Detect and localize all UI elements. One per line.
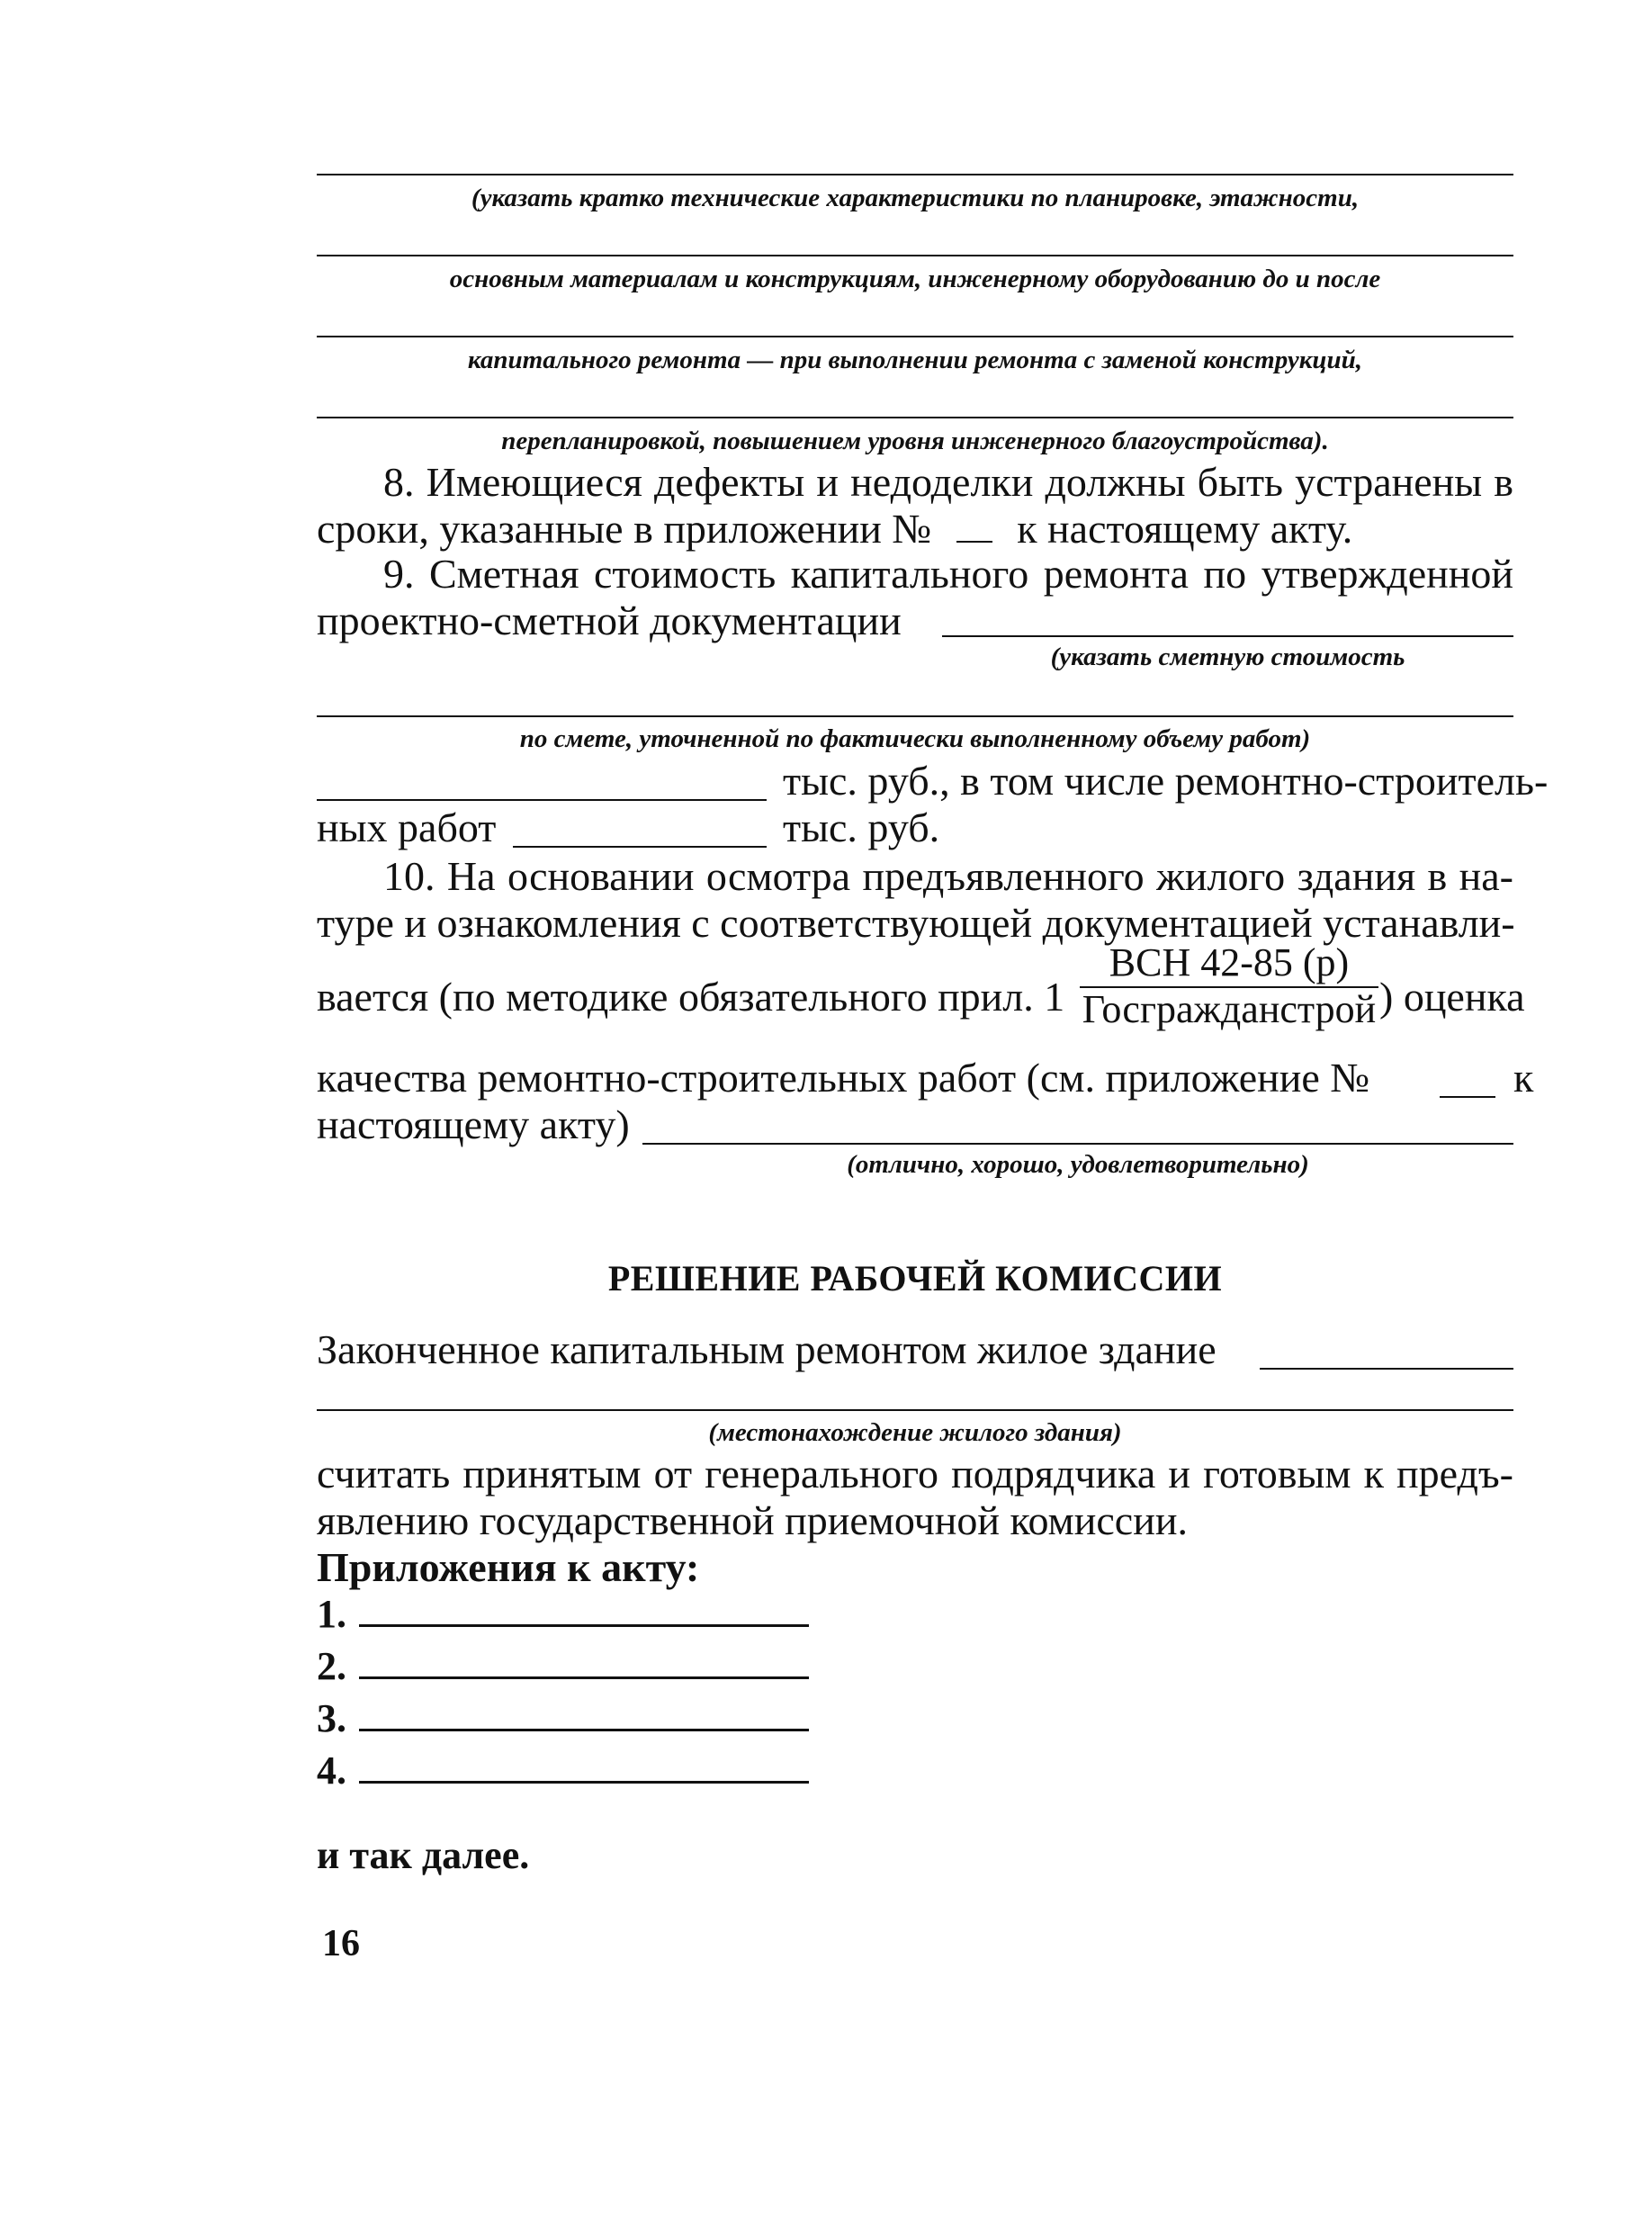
appendix-item-blank[interactable] [359,1676,809,1679]
item10-line5 [317,1101,1513,1148]
item9-text: тыс. руб., в том числе ремонтно-строитель- [783,758,1549,804]
fraction-denominator: Госгражданстрой [1082,987,1377,1031]
fraction-numerator: ВСН 42-85 (р) [1109,940,1350,984]
caption-quality-rating: (отлично, хорошо, удовлетворительно) [847,1150,1309,1179]
item10-text: качества ремонтно-строительных работ (см. приложение № [317,1055,1370,1101]
item10-line3 [317,974,1082,1020]
appendix-title-text: Приложения к акту: [317,1544,700,1590]
item9-line1 [317,551,1513,598]
appendix-item [317,1695,809,1742]
caption-tech-characteristics: (указать кратко технические характеристики по планировке, этажности, [471,184,1360,212]
caption-materials: основным материалам и конструкциям, инженерному оборудованию до и после [449,265,1381,293]
section-heading: РЕШЕНИЕ РАБОЧЕЙ КОМИССИИ [607,1258,1223,1299]
item10-text: настоящему акту) [317,1101,630,1147]
item10-line4 [317,1055,1513,1101]
blank-line [317,1409,1513,1411]
blank-line [317,336,1513,337]
appendix-item-blank[interactable] [359,1781,809,1784]
caption-estimate-cost: (указать сметную стоимость [1050,643,1405,671]
caption-estimate-refined: по смете, уточненной по фактически выполненному объему работ) [519,724,1311,753]
item9-text: 9. Сметная стоимость капитального ремонта по утвержденной [383,551,1513,597]
quality-appendix-blank[interactable] [1440,1096,1495,1098]
appendix-item-number: 3. [317,1696,346,1740]
page-number: 16 [322,1923,360,1964]
caption-replanning: перепланировкой, повышением уровня инженерного благоустройства). [501,427,1329,455]
item9-line3 [783,758,1549,804]
item8-text: 8. Имеющиеся дефекты и недоделки должны быть устранены в [383,459,1513,505]
appendix-item-number: 4. [317,1748,346,1793]
blank-line [317,255,1513,256]
building-name-blank[interactable] [1260,1368,1513,1370]
item10-line1 [317,853,1513,900]
repair-cost-blank[interactable] [513,846,767,848]
appendix-title [317,1544,1513,1591]
decision-line3 [317,1497,1513,1544]
appendix-item [317,1748,809,1794]
item10-text: вается (по методике обязательного прил. 1 [317,974,1065,1020]
item10-text: туре и ознакомления с соответствующей документацией устанавли- [317,900,1515,946]
item9-text: проектно-сметной документации [317,598,902,643]
item8-line1 [317,459,1513,506]
item10-line4b [1513,1055,1549,1101]
estimate-cost-blank[interactable] [942,635,1513,637]
decision-line2 [317,1451,1513,1497]
item9-text: ных работ [317,804,497,850]
decision-line1 [317,1326,1513,1373]
item10-text: к [1513,1055,1534,1101]
appendix-number-blank[interactable] [956,541,992,543]
caption-capital-repair: капитального ремонта — при выполнении ремонта с заменой конструкций, [467,346,1363,374]
item10-text: 10. На основании осмотра предъявленного жилого здания в на- [383,853,1513,899]
appendix-item-blank[interactable] [359,1729,809,1731]
appendix-item-number: 2. [317,1644,346,1688]
appendix-item [317,1643,809,1690]
item10-line3b [1379,974,1525,1020]
etc-line [317,1832,1513,1879]
appendix-item-number: 1. [317,1592,346,1636]
decision-text: Законченное капитальным ремонтом жилое здание [317,1326,1217,1372]
item9-line4b [783,804,1143,851]
item9-text: тыс. руб. [783,804,940,850]
decision-text: явлению государственной приемочной комиссии. [317,1497,1188,1543]
decision-text: считать принятым от генерального подрядчика и готовым к предъ- [317,1451,1513,1496]
blank-line [317,417,1513,418]
etc-text: и так далее. [317,1833,530,1877]
caption-building-location: (местонахождение жилого здания) [708,1418,1122,1447]
appendix-item [317,1591,809,1638]
blank-line [317,174,1513,175]
item8-text: к настоящему акту. [1017,506,1353,552]
blank-line [317,715,1513,717]
item8-text: сроки, указанные в приложении № [317,506,932,552]
item10-text: ) оценка [1379,974,1525,1020]
item9-line2 [317,598,1513,644]
appendix-item-blank[interactable] [359,1624,809,1627]
quality-rating-blank[interactable] [642,1143,1513,1145]
item8-line2 [317,506,1513,553]
cost-blank[interactable] [317,799,767,801]
